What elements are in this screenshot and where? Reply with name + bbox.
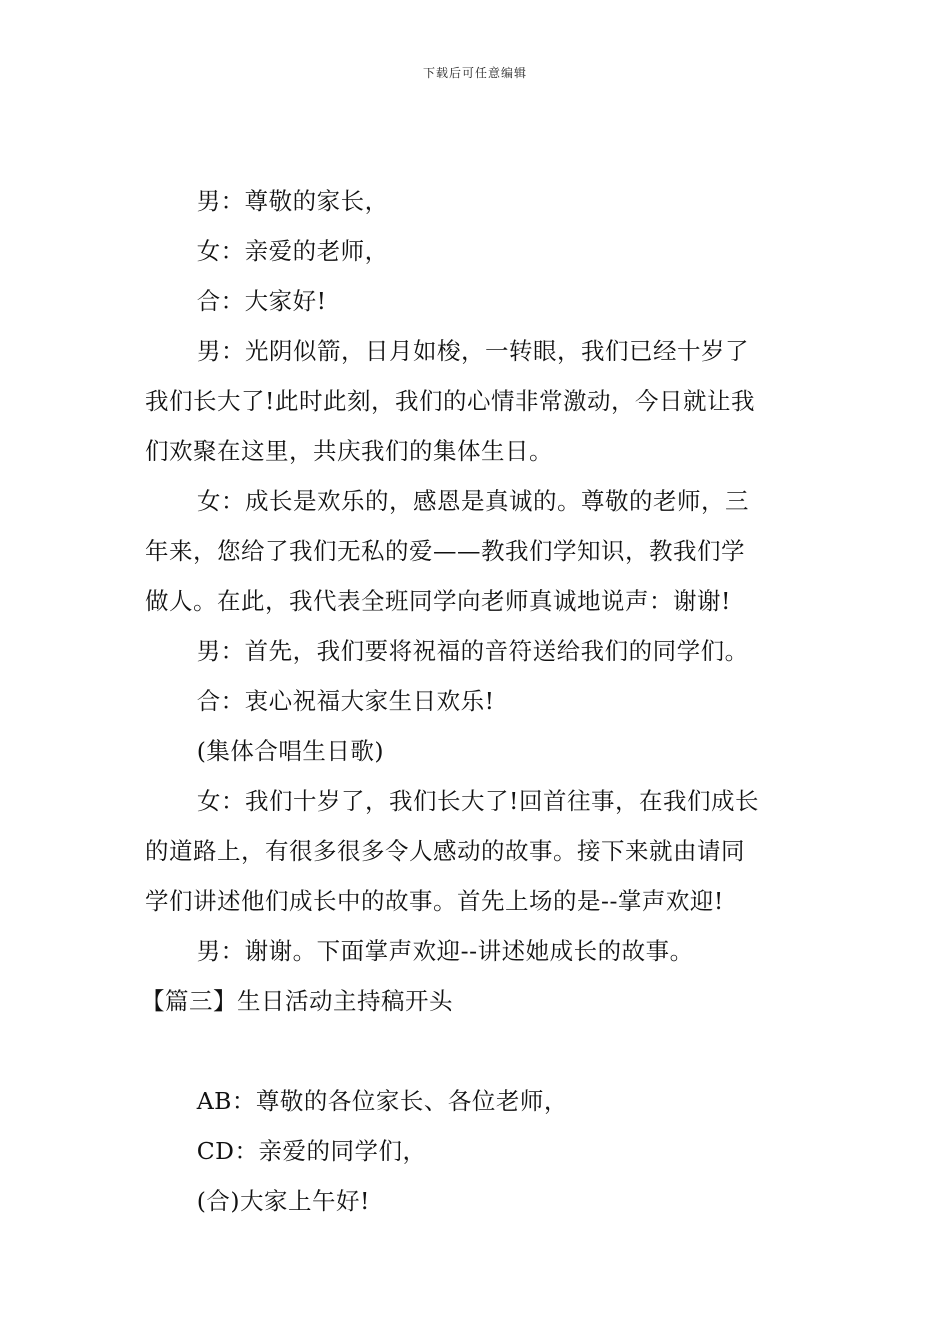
paragraph-line: 的道路上，有很多很多令人感动的故事。接下来就由请同 [145,837,745,865]
dialogue-paragraph [145,776,810,926]
paragraph-line: 男：光阴似箭，日月如梭，一转眼，我们已经十岁了 [197,337,749,365]
dialogue-paragraph [145,476,810,626]
stage-direction: (集体合唱生日歌) [196,737,385,765]
paragraph-line: 学们讲述他们成长中的故事。首先上场的是--掌声欢迎! [145,887,724,915]
blank-line [145,1026,810,1076]
dialogue-line: (合)大家上午好! [196,1187,370,1215]
document-body [141,176,810,1226]
dialogue-line: 女：亲爱的老师， [196,237,389,265]
paragraph-line: 女：成长是欢乐的，感恩是真诚的。尊敬的老师，三 [197,487,749,515]
dialogue-line: 男：尊敬的家长， [196,187,389,215]
paragraph-line: 我们长大了!此时此刻，我们的心情非常激动，今日就让我 [145,387,755,415]
dialogue-line: CD：亲爱的同学们， [196,1137,427,1165]
section-heading: 【篇三】生日活动主持稿开头 [141,987,453,1015]
page-header: 下载后可任意编辑 [422,66,527,80]
dialogue-line: 男：首先，我们要将祝福的音符送给我们的同学们。 [196,637,749,665]
dialogue-paragraph [145,326,810,476]
paragraph-line: 做人。在此，我代表全班同学向老师真诚地说声：谢谢! [145,587,731,615]
paragraph-line: 年来，您给了我们无私的爱——教我们学知识，教我们学 [145,537,745,565]
paragraph-line: 女：我们十岁了，我们长大了!回首往事，在我们成长 [197,787,759,815]
dialogue-line: 合：大家好! [196,287,327,315]
paragraph-line: 们欢聚在这里，共庆我们的集体生日。 [145,437,553,465]
dialogue-line: AB：尊敬的各位家长、各位老师， [196,1087,568,1115]
dialogue-line: 男：谢谢。下面掌声欢迎--讲述她成长的故事。 [196,937,694,965]
dialogue-line: 合：衷心祝福大家生日欢乐! [196,687,495,715]
